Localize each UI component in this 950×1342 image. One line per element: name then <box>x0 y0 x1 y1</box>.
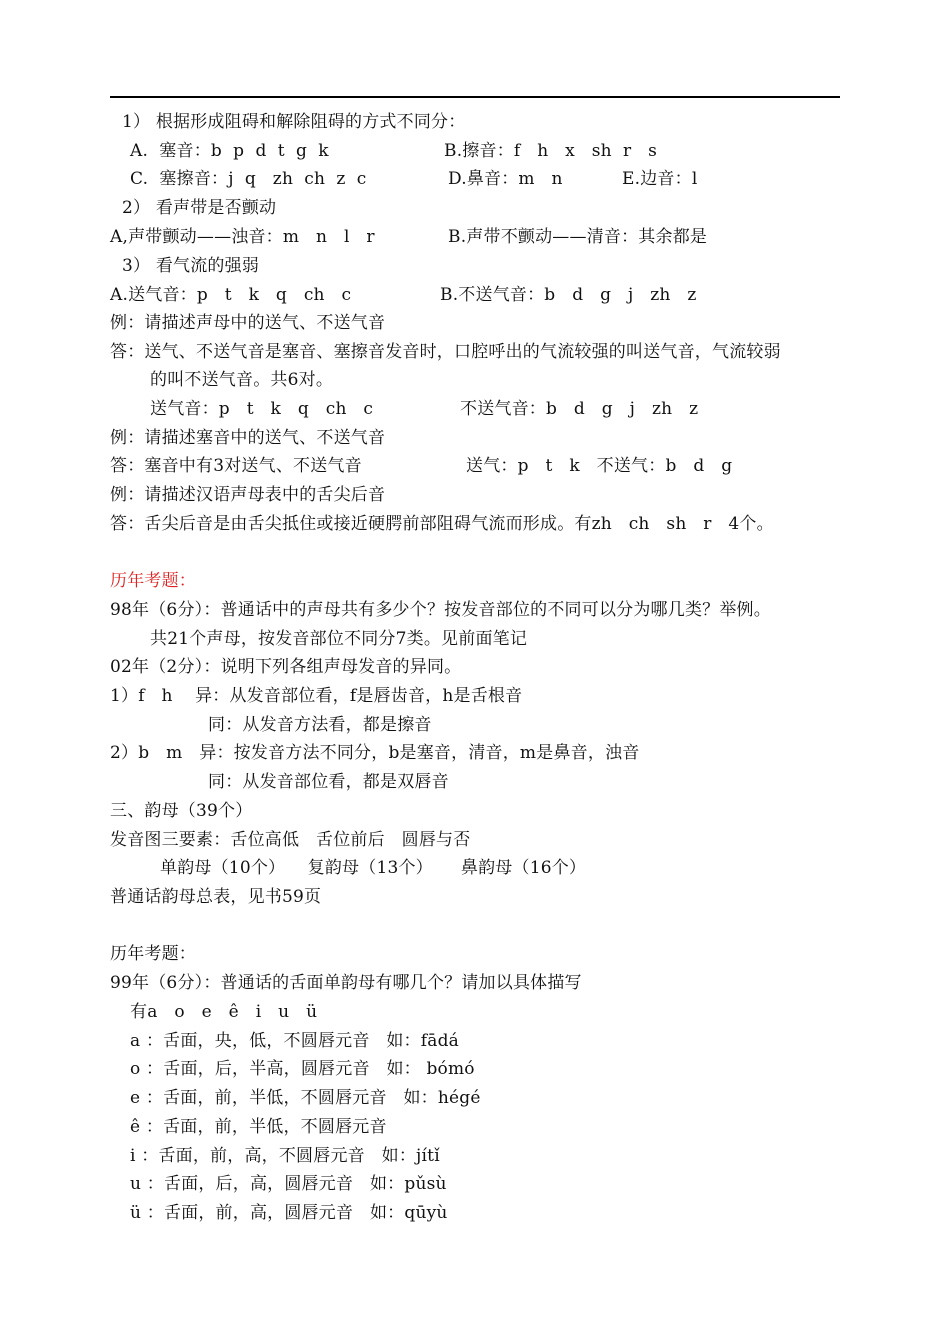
line-14: 例：请描述汉语声母表中的舌尖后音 <box>110 485 386 505</box>
line-5b: B.声带不颤动——清音：其余都是 <box>448 227 708 247</box>
line-9: 答：送气、不送气音是塞音、塞擦音发音时，口腔呼出的气流较强的叫送气音，气流较弱 <box>110 342 781 362</box>
line-28: 历年考题： <box>110 944 196 964</box>
line-23: 同：从发音部位看，都是双唇音 <box>208 772 449 792</box>
line-22: 2）b m 异：按发音方法不同分，b是塞音，清音，m是鼻音，浊音 <box>110 743 640 763</box>
line-5: A,声带颤动——浊音：m n l r <box>110 227 375 247</box>
line-13b: 送气：p t k 不送气：b d g <box>466 456 733 476</box>
line-3: C. 塞擦音：j q zh ch z c <box>130 169 367 189</box>
line-3c: E.边音：l <box>622 169 698 189</box>
line-3b: D.鼻音：m n <box>448 169 563 189</box>
line-18: 共21个声母，按发音部位不同分7类。见前面笔记 <box>150 629 528 649</box>
line-11b: 不送气音：b d g j zh z <box>460 399 699 419</box>
line-4: 2） 看声带是否颤动 <box>122 198 277 218</box>
line-15: 答：舌尖后音是由舌尖抵住或接近硬腭前部阻碍气流而形成。有zh ch sh r 4个。 <box>110 514 774 534</box>
line-2b: B.擦音：f h x sh r s <box>444 141 658 161</box>
line-36: u ：舌面，后，高，圆唇元音 如：pǔsù <box>130 1174 447 1194</box>
line-7: A.送气音：p t k q ch c <box>110 285 352 305</box>
line-37: ü ：舌面，前，高，圆唇元音 如：qūyù <box>130 1203 448 1223</box>
line-12: 例：请描述塞音中的送气、不送气音 <box>110 428 386 448</box>
line-19: 02年（2分）：说明下列各组声母发音的异同。 <box>110 657 462 677</box>
line-25: 发音图三要素：舌位高低 舌位前后 圆唇与否 <box>110 830 471 850</box>
line-30: 有a o e ê i u ü <box>130 1002 318 1022</box>
line-32: o ：舌面，后，半高，圆唇元音 如： bómó <box>130 1059 475 1079</box>
line-33: e ：舌面，前，半低，不圆唇元音 如：hégé <box>130 1088 481 1108</box>
line-1: 1） 根据形成阻碍和解除阻碍的方式不同分： <box>122 112 466 132</box>
line-21: 同：从发音方法看，都是擦音 <box>208 715 432 735</box>
line-7b: B.不送气音：b d g j zh z <box>440 285 697 305</box>
line-20: 1）f h 异：从发音部位看，f是唇齿音，h是舌根音 <box>110 686 523 706</box>
line-17: 98年（6分）：普通话中的声母共有多少个？按发音部位的不同可以分为哪几类？举例。 <box>110 600 771 620</box>
line-34: ê ：舌面，前，半低，不圆唇元音 <box>130 1117 387 1137</box>
line-11: 送气音：p t k q ch c <box>150 399 374 419</box>
section-heading-red: 历年考题： <box>110 571 196 591</box>
line-29: 99年（6分）：普通话的舌面单韵母有哪几个？请加以具体描写 <box>110 973 582 993</box>
line-8: 例：请描述声母中的送气、不送气音 <box>110 313 386 333</box>
line-35: i ：舌面，前，高，不圆唇元音 如：jítǐ <box>130 1146 440 1166</box>
line-26: 单韵母（10个） 复韵母（13个） 鼻韵母（16个） <box>160 858 587 878</box>
line-6: 3） 看气流的强弱 <box>122 256 260 276</box>
line-24: 三、韵母（39个） <box>110 801 253 821</box>
line-31: a ：舌面，央，低，不圆唇元音 如：fādá <box>130 1031 459 1051</box>
line-13: 答：塞音中有3对送气、不送气音 <box>110 456 362 476</box>
header-rule <box>110 96 840 98</box>
line-27: 普通话韵母总表，见书59页 <box>110 887 322 907</box>
line-2: A. 塞音：b p d t g k <box>130 141 329 161</box>
line-10: 的叫不送气音。共6对。 <box>150 370 334 390</box>
